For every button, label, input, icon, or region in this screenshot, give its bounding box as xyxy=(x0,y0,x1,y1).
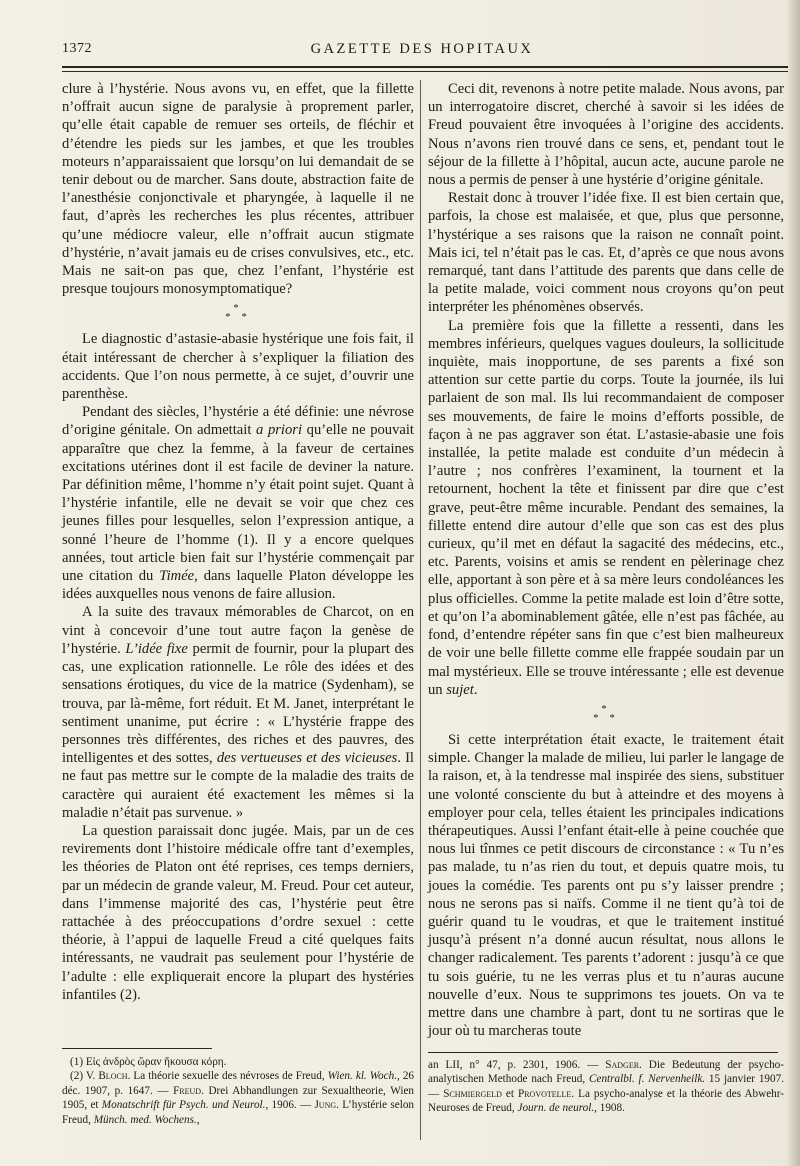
paragraph: Le diagnostic d’astasie-abasie hystérique une fois fait, il était intéressant de chercher à s’expliquer la filiation des accidents. Que l’on nous permette, à ce sujet, d’ouvrir une parenthèse. xyxy=(62,331,414,403)
paragraph: Pendant des siècles, l’hystérie a été définie: une névrose d’origine génitale. On admettait a priori qu’elle ne pouvait apparaître que chez la femme, à la faveur de certaines excitations utérines dont il est facile de deviner la nature. Par définition même, l’homme n’y était point sujet. Quant à l’hystérie infantile, elle ne devait se voir que chez ces jeunes filles pour lesquelles, selon l’expression antique, a sonné l’heure de l’homme (1). Il y a encore quelques années, tout article bien fait sur l’hystérie commençait par une citation du Timée, dans laquelle Platon développe les idées auxquelles nous venons de faire allusion. xyxy=(62,404,414,603)
footnotes-right xyxy=(428,1058,784,1116)
footnotes-left xyxy=(62,1055,414,1127)
footnote-rule xyxy=(428,1052,778,1053)
header-rule-thick xyxy=(62,66,788,68)
footnote-2-continued: an LII, n° 47, p. 2301, 1906. — Sadger. Die Bedeutung der psycho-analytischen Methode nach Freud, Centralbl. f. Nervenheilk. 15 janvier 1907. — Schmiergeld et Provotelle. La psycho-analyse et la théorie des Abwehr-Neuroses de Freud, Journ. de neurol., 1908. xyxy=(428,1059,785,1115)
paragraph: clure à l’hystérie. Nous avons vu, en effet, que la fillette n’offrait aucun signe de paralysie à proprement parler, qu’elle était capable de remuer ses orteils, de fléchir et d’étendre les pieds sur les jambes, et que les troubles moteurs n’apparaissaient que lorsqu’on lui demandait de se tenir debout ou de marcher. Sans doute, abstraction faite de l’anesthésie conjonctivale et pharyngée, à laquelle il ne faut, d’après les recherches les plus récentes, attribuer qu’une médiocre valeur, elle n’offrait aucun stigmate d’hystérie, n’avait jamais eu de crises convulsives, etc., etc. Mais ne sait-on pas que, chez l’enfant, l’hystérie est presque toujours monosymptomatique? xyxy=(62,81,414,298)
column-divider xyxy=(420,80,421,1140)
header-rule-thin xyxy=(62,71,788,72)
section-asterism: * * * xyxy=(593,702,619,724)
footnote-rule xyxy=(62,1048,212,1049)
paragraph: Ceci dit, revenons à notre petite malade. Nous avons, par un interrogatoire discret, cherché à savoir si les idées de Freud pouvaient être invoquées à l’origine des accidents. Nous n’avons rien trouvé dans ce sens, et, pendant tout le séjour de la fillette à l’hôpital, aucun acte, aucune parole ne nous a permis de penser à une hystérie d’origine génitale. xyxy=(428,81,784,189)
paragraph: La première fois que la fillette a ressenti, dans les membres inférieurs, quelques vagues douleurs, la sollicitude inquiète, mais inopportune, de ses parents a fixé son attention sur cette partie du corps. Toute la journée, ils lui parlaient de son mal. Ils lui recommandaient de composer ses mouvements, de faire le moins d’efforts possible, de façon à ne pas aggraver son état. L’astasie-abasie une fois installée, la petite malade est conduite d’un médecin à l’autre ; nos confrères l’examinent, la tournent et la retournent, hochent la tête et finissent par dire que c’est grave, peut-être même incurable. Pendant des semaines, la fillette entend dire autour d’elle que son cas est des plus curieux, qu’il met en défaut la sagacité des médecins, etc., etc. Parents, voisins et amis se rendent en pèlerinage chez elle, apportant à son père et à sa mère leurs condoléances les plus officielles. Comme la petite malade est loin d’être sotte, et qu’on l’a abominablement gâtée, elle n’est pas fâchée, au fond, d’entendre répéter sans fin que c’est bien malheureux de voir une belle fillette comme elle frappée soudain par un mal mystérieux. Elle se trouve intéressante ; elle est devenue un sujet. xyxy=(428,317,784,698)
paragraph: Restait donc à trouver l’idée fixe. Il est bien certain que, parfois, la chose est malaisée, et que, plus que personne, l’hystérique a ses raisons que la raison ne connaît point. Mais ici, tel n’était pas le cas. Et, d’après ce que nous avons remarqué, tant dans l’attitude des parents que dans celle de la petite malade, voici comment nous croyons qu’on peut interpréter les phénomènes observés. xyxy=(428,190,784,316)
running-title: GAZETTE DES HOPITAUX xyxy=(310,41,534,57)
paragraph: A la suite des travaux mémorables de Charcot, on en vint à concevoir d’une tout autre façon la genèse de l’hystérie. L’idée fixe permit de fournir, pour la plupart des cas, une explication rationnelle. Le rôle des idées et des sensations érotiques, du vice de la matrice (Sydenham), se trouva, par là-même, fort réduit. Et M. Janet, interprétant le sentiment unanime, put écrire : « L’hystérie frappe des personnes très différentes, des riches et des pauvres, des intelligentes et des sottes, des vertueuses et des vicieuses. Il ne faut pas mettre sur le compte de la maladie des traits de caractère qui auraient été exactement les mêmes si la maladie n’était pas survenue. » xyxy=(62,604,414,821)
page-header xyxy=(62,38,782,62)
left-column xyxy=(62,80,414,1004)
right-column xyxy=(428,80,784,1040)
footnote-1: (1) Εἰς ἀνδρὸς ὥραν ἥκουσα κόρη. xyxy=(70,1056,227,1068)
footnote-2: (2) V. Bloch. La théorie sexuelle des névroses de Freud, Wien. kl. Woch., 26 déc. 1907, p. 1647. — Freud. Drei Abhandlungen zur Sexualtheorie, Wien 1905, et Monatschrift für Psych. und Neurol., 1906. — Jung. L’hystérie selon Freud, Münch. med. Wochens., xyxy=(62,1070,415,1126)
section-asterism: * * * xyxy=(225,302,251,324)
paragraph: Si cette interprétation était exacte, le traitement était simple. Changer la malade de milieu, lui parler le langage de la raison, et, à la tendresse mal inspirée des siens, substituer une volonté consciente du but à atteindre et des moyens à employer pour cela, telles étaient les principales indications thérapeutiques. Aussi l’enfant était-elle à peine couchée que nous lui tînmes ce petit discours de circonstance : « Tu n’es pas malade, tu n’as rien du tout, et depuis quatre mois, tu joues la comédie. Tes parents ont pu s’y laisser prendre ; nous ne serons pas si naïfs. Comme il ne tient qu’à toi de guérir quand tu le voudras, et que le traitement institué jusqu’à présent n’a donné aucun résultat, nous allons le changer radicalement. Tes parents t’adorent : jusqu’à ce que tu sois guérie, tu ne les verras plus et tu n’auras aucune nouvelle d’eux. Nous te supprimons tes jouets. On va te mettre dans une chambre à part, dont tu ne sortiras que le jour où tu marcheras toute xyxy=(428,731,784,1040)
paragraph: La question paraissait donc jugée. Mais, par un de ces revirements dont l’histoire médicale offre tant d’exemples, les théories de Platon ont été reprises, ces temps derniers, par un médecin de grande valeur, M. Freud. Pour cet auteur, dans l’immense majorité des cas, l’hystérie peut être rattachée à des préoccupations d’ordre sexuel : cette théorie, à l’appui de laquelle Freud a cité quelques faits intéressants, ne vaudrait pas seulement pour l’hystérie de l’adulte : elle expliquerait encore la plupart des hystéries infantiles (2). xyxy=(62,822,414,1003)
page-number: 1372 xyxy=(62,41,92,56)
page-edge-shadow xyxy=(786,0,800,1166)
